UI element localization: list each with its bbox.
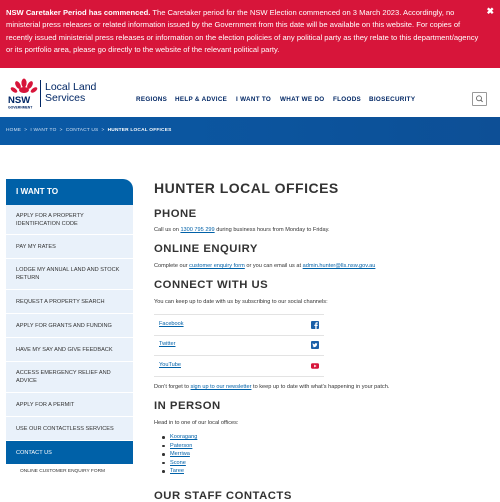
newsletter-text-pre: Don't forget to [154,384,191,390]
staff-contacts-heading: OUR STAFF CONTACTS [154,490,292,502]
sidebar-nav [6,179,133,479]
nav-floods[interactable]: FLOODS [333,96,362,103]
nav-regions[interactable]: REGIONS [136,96,168,103]
sidebar-subitem-enquiry-form[interactable]: ONLINE CUSTOMER ENQUIRY FORM [20,469,106,474]
newsletter-text-post: to keep up to date with what's happening in your patch. [251,384,390,390]
customer-enquiry-form-link[interactable]: customer enquiry form [189,263,245,269]
logo-nsw-text: NSW [8,95,31,106]
sidebar-item-pay-rates[interactable]: PAY MY RATES [6,235,133,259]
connect-heading: CONNECT WITH US [154,279,269,291]
twitter-icon [311,341,319,349]
youtube-icon [311,362,319,370]
sidebar-item-annual-return[interactable]: LODGE MY ANNUAL LAND AND STOCK RETURN [6,259,133,290]
nav-biosecurity[interactable]: BIOSECURITY [369,96,416,103]
logo-government-text: GOVERNMENT [8,105,33,110]
sidebar-item-property-search[interactable]: REQUEST A PROPERTY SEARCH [6,290,133,314]
phone-text [154,227,330,233]
breadcrumb-bar [0,117,500,145]
phone-heading: PHONE [154,208,197,220]
breadcrumb-home[interactable]: HOME [6,128,22,133]
office-link-scone[interactable]: Scone [170,459,186,466]
logo-divider [40,80,41,107]
page-title: HUNTER LOCAL OFFICES [154,180,339,196]
breadcrumb-separator: > [24,128,28,133]
nav-i-want-to[interactable]: I WANT TO [236,96,272,103]
office-link-paterson[interactable]: Paterson [170,442,193,449]
phone-text-pre: Call us on [154,227,181,233]
email-link[interactable]: admin.hunter@lls.nsw.gov.au [302,263,376,269]
breadcrumb-separator: > [59,128,63,133]
online-enquiry-heading: ONLINE ENQUIRY [154,243,258,255]
breadcrumb-separator: > [101,128,105,133]
office-list [154,433,354,483]
facebook-link[interactable]: Facebook [159,321,184,327]
phone-number-link[interactable]: 1300 795 299 [180,227,215,233]
facebook-icon [311,321,319,329]
enquiry-text-mid: or you can email us at [244,263,303,269]
banner-lead: NSW Caretaker Period has commenced. [6,8,151,17]
list-item [162,433,197,442]
office-link-taree[interactable]: Taree [170,468,184,474]
social-row-facebook[interactable] [154,314,324,336]
in-person-intro: Head in to one of our local offices: [154,420,239,426]
social-row-twitter[interactable] [154,335,324,356]
enquiry-text-pre: Complete our [154,263,190,269]
social-row-youtube[interactable] [154,356,324,377]
nsw-government-logo[interactable] [7,78,41,110]
newsletter-text [154,384,389,390]
brand-name[interactable] [45,82,96,104]
breadcrumb-current: HUNTER LOCAL OFFICES [107,128,172,133]
connect-intro: You can keep up to date with us by subscribing to our social channels: [154,299,328,305]
nav-what-we-do[interactable]: WHAT WE DO [280,96,325,103]
sidebar-item-have-my-say[interactable]: HAVE MY SAY AND GIVE FEEDBACK [6,338,133,362]
twitter-link[interactable]: Twitter [159,341,176,347]
list-item [162,442,197,451]
sidebar-item-contact-us[interactable]: CONTACT US [6,441,133,465]
nav-help-advice[interactable]: HELP & ADVICE [175,96,228,103]
caretaker-banner [0,0,500,68]
search-icon [473,93,486,105]
brand-line-2: Services [45,92,86,104]
breadcrumb-i-want-to[interactable]: I WANT TO [30,128,57,133]
close-icon[interactable]: ✖ [486,6,494,16]
sidebar-item-permit[interactable]: APPLY FOR A PERMIT [6,393,133,417]
newsletter-signup-link[interactable]: sign up to our newsletter [190,384,252,390]
search-button[interactable] [472,92,487,106]
office-link-merriwa[interactable]: Merriwa [170,451,190,457]
breadcrumb [6,128,172,133]
office-link-kooragang[interactable]: Kooragang [170,434,198,440]
youtube-link[interactable]: YouTube [159,362,181,368]
brand-line-1: Local Land [45,81,97,93]
sidebar-heading: I WANT TO [6,179,133,205]
sidebar-item-contactless-services[interactable]: USE OUR CONTACTLESS SERVICES [6,417,133,441]
banner-body: The Caretaker period for the NSW Election commenced on 3 March 2023. Accordingly, no ministerial press releases or related information issued by the Government from this date will be available on this website. For copies of recently issued ministerial press releases or information on the election policies of any political party as they relate to this department/agency or its portfolio area, please go directly to the website of the relevant political party. [6,8,479,55]
list-item [162,467,197,476]
sidebar-item-emergency-relief[interactable]: ACCESS EMERGENCY RELIEF AND ADVICE [6,362,133,393]
breadcrumb-contact-us[interactable]: CONTACT US [65,128,99,133]
phone-text-post: during business hours from Monday to Friday. [214,227,330,233]
list-item [162,459,197,468]
sidebar-item-grants-funding[interactable]: APPLY FOR GRANTS AND FUNDING [6,314,133,338]
enquiry-text [154,263,375,269]
sidebar-item-property-identification-code[interactable]: APPLY FOR A PROPERTY IDENTIFICATION CODE [6,205,133,235]
in-person-heading: IN PERSON [154,400,221,412]
list-item [162,450,197,459]
site-header [0,70,500,117]
